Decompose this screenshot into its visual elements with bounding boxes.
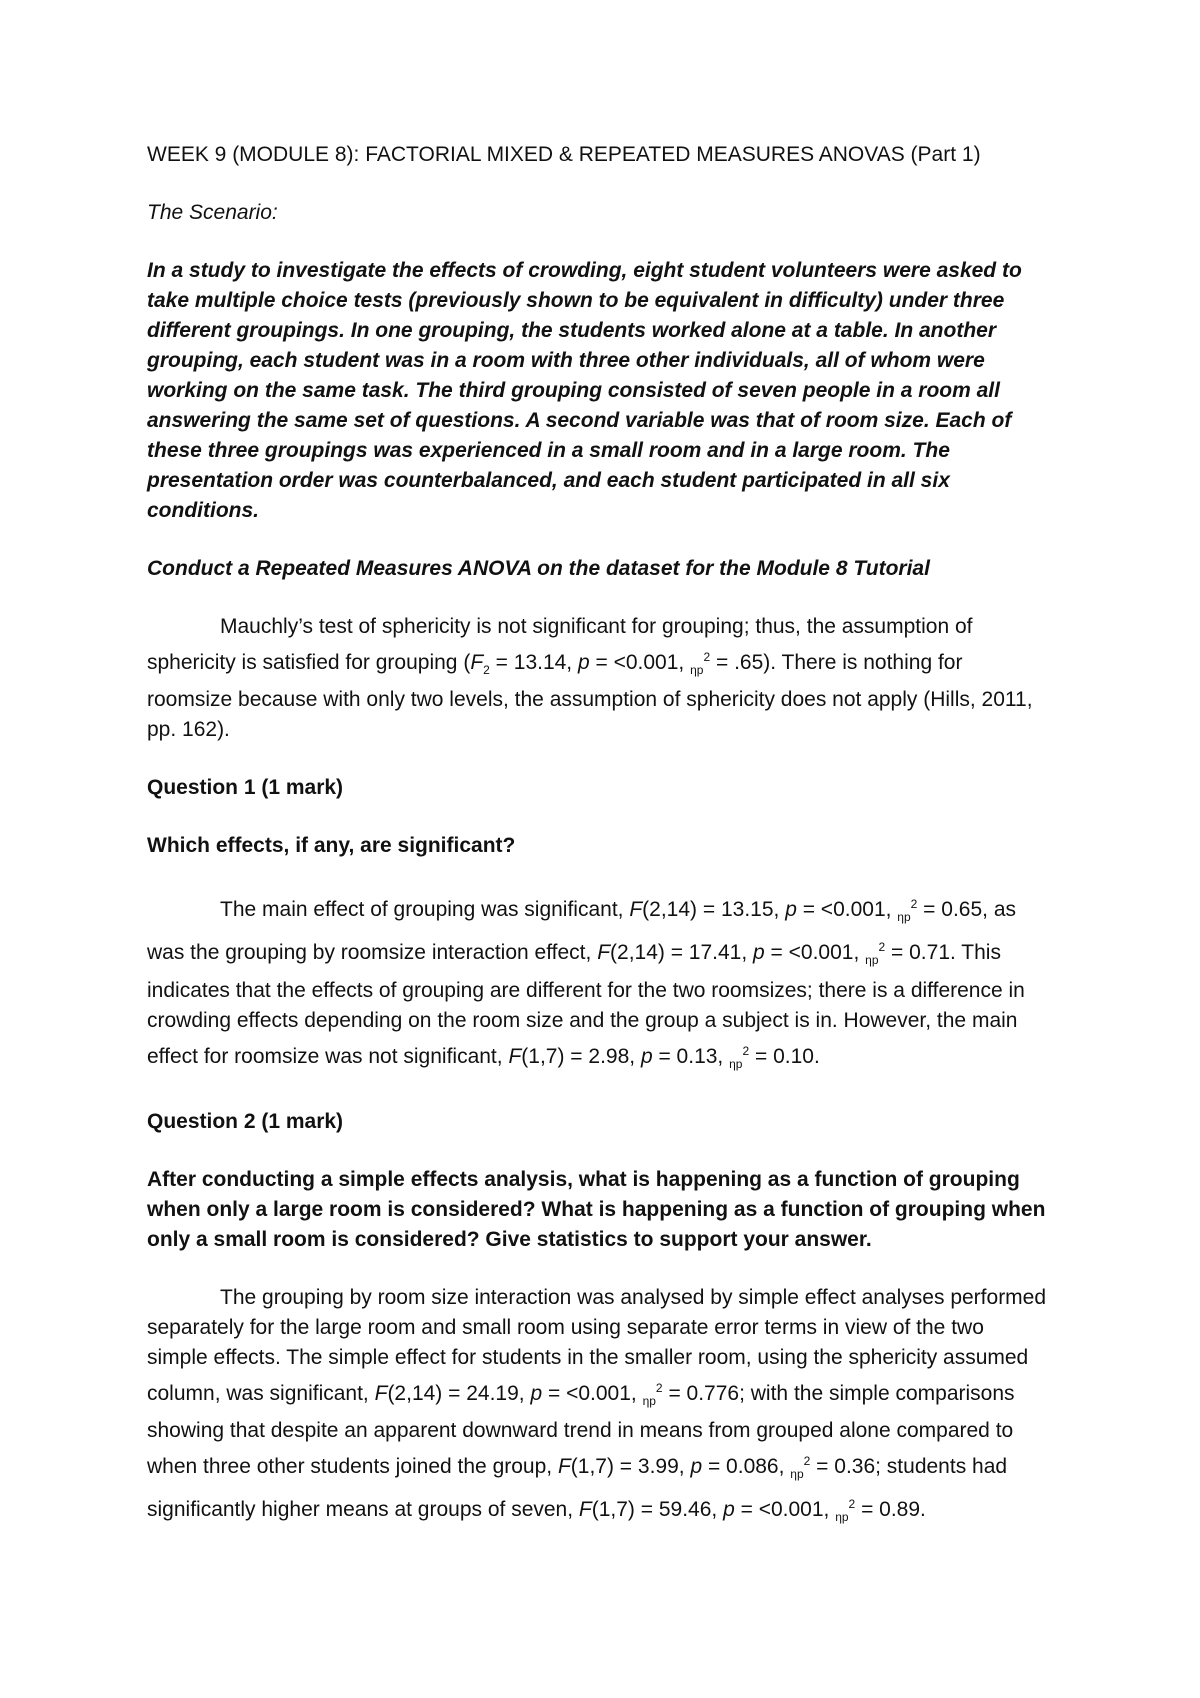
text-run: = <0.001, bbox=[764, 941, 866, 965]
text-run: = 0.13, bbox=[652, 1044, 730, 1068]
text-run: = <0.001, bbox=[796, 898, 898, 922]
stat-eta: ηp bbox=[835, 1510, 849, 1525]
text-run: = 0.086, bbox=[702, 1454, 791, 1478]
question-1-answer bbox=[147, 889, 1047, 1079]
text-run: = 0.10. bbox=[749, 1044, 820, 1068]
text-run: = <0.001, bbox=[589, 651, 691, 674]
text-run: (2,14) = 24.19, bbox=[387, 1381, 531, 1405]
stat-square: 2 bbox=[878, 940, 886, 955]
stat-f: F bbox=[578, 1498, 592, 1522]
text-run: = <0.001, bbox=[734, 1498, 836, 1522]
stat-p: p bbox=[577, 651, 590, 674]
stat-eta: ηp bbox=[642, 1393, 656, 1408]
stat-p: p bbox=[530, 1381, 543, 1405]
stat-f: F bbox=[508, 1044, 522, 1068]
stat-eta: ηp bbox=[897, 910, 911, 925]
stat-eta: ηp bbox=[729, 1056, 743, 1071]
text-run: = 0.776; with the simple comparisons showing that despite an apparent downward trend in means from grouped alone compared to when three other students joined the group, bbox=[147, 1381, 1015, 1478]
text-run: = 13.14, bbox=[489, 651, 578, 674]
instruction-text: Conduct a Repeated Measures ANOVA on the dataset for the Module 8 Tutorial bbox=[147, 557, 930, 580]
text-run: = 0.89. bbox=[855, 1498, 926, 1522]
stat-eta: ηp bbox=[690, 663, 704, 678]
text-run: (1,7) = 2.98, bbox=[521, 1044, 641, 1068]
question-1-heading: Question 1 (1 mark) bbox=[147, 776, 344, 800]
stat-f: F bbox=[374, 1381, 388, 1405]
text-run: Mauchly’s test of sphericity is not significant for grouping; thus, the assumption of sphericity is satisfied for grouping ( bbox=[147, 615, 973, 674]
question-2-heading: Question 2 (1 mark) bbox=[147, 1109, 344, 1133]
stat-square: 2 bbox=[655, 1380, 663, 1395]
stat-f: F bbox=[597, 941, 611, 965]
stat-square: 2 bbox=[910, 897, 918, 912]
stat-p: p bbox=[640, 1044, 653, 1068]
stat-f: F bbox=[557, 1454, 571, 1478]
text-run: = 0.65, as was the grouping by roomsize interaction effect, bbox=[147, 898, 1016, 965]
question-1-text: Which effects, if any, are significant? bbox=[147, 834, 516, 858]
stat-square: 2 bbox=[848, 1497, 856, 1512]
text-run: = .65). There is nothing for roomsize because with only two levels, the assumption of sphericity does not apply (Hills, 2011, pp. 162). bbox=[147, 651, 1033, 742]
document-title: WEEK 9 (MODULE 8): FACTORIAL MIXED & REPEATED MEASURES ANOVAS (Part 1) bbox=[147, 143, 981, 166]
stat-p: p bbox=[753, 941, 765, 965]
stat-f: F bbox=[629, 898, 643, 922]
scenario-label: The Scenario: bbox=[147, 201, 278, 224]
stat-eta: ηp bbox=[865, 953, 879, 968]
text-run: (1,7) = 59.46, bbox=[591, 1498, 724, 1522]
stat-square: 2 bbox=[742, 1043, 750, 1058]
text-run: The grouping by room size interaction was analysed by simple effect analyses performed separately for the large room and small room using separate error terms in view of the two simple effects. The simple effect for students in the smaller room, using the sphericity assumed column, was significant, bbox=[147, 1285, 1047, 1405]
stat-square: 2 bbox=[803, 1453, 811, 1468]
document-page bbox=[147, 140, 1047, 1560]
mauchly-paragraph bbox=[147, 612, 1047, 745]
stat-subscript: 2 bbox=[483, 663, 490, 678]
text-run: = 0.36; students had significantly higher means at groups of seven, bbox=[147, 1454, 1008, 1522]
text-run: = <0.001, bbox=[542, 1381, 643, 1405]
stat-square: 2 bbox=[703, 650, 711, 664]
stat-p: p bbox=[785, 898, 797, 922]
text-run: The main effect of grouping was significant, bbox=[220, 898, 630, 922]
text-run: (2,14) = 17.41, bbox=[610, 941, 754, 965]
text-run: (2,14) = 13.15, bbox=[642, 898, 786, 922]
question-2-text: After conducting a simple effects analysis, what is happening as a function of grouping when only a large room is considered? What is happening as a function of grouping when only a small room is considered? Give statistics to support your answer. bbox=[147, 1167, 1046, 1251]
stat-p: p bbox=[690, 1454, 703, 1478]
stat-f: F bbox=[470, 651, 484, 674]
question-2-answer bbox=[147, 1283, 1047, 1533]
scenario-text: In a study to investigate the effects of crowding, eight student volunteers were asked to take multiple choice tests (previously shown to be equivalent in difficulty) under three different groupings. In one grouping, the students worked alone at a table. In another grouping, each student was in a room with three other individuals, all of whom were working on the same task. The third grouping consisted of seven people in a room all answering the same set of questions. A second variable was that of room size. Each of these three groupings was experienced in a small room and in a large room. The presentation order was counterbalanced, and each student participated in all six conditions. bbox=[147, 259, 1022, 522]
text-run: = 0.71. This indicates that the effects of grouping are different for the two roomsizes; there is a difference in crowding effects depending on the room size and the group a subject is in. However, the main effect for roomsize was not significant, bbox=[147, 941, 1025, 1068]
stat-p: p bbox=[723, 1498, 735, 1522]
text-run: (1,7) = 3.99, bbox=[570, 1454, 691, 1478]
stat-eta: ηp bbox=[790, 1467, 804, 1482]
